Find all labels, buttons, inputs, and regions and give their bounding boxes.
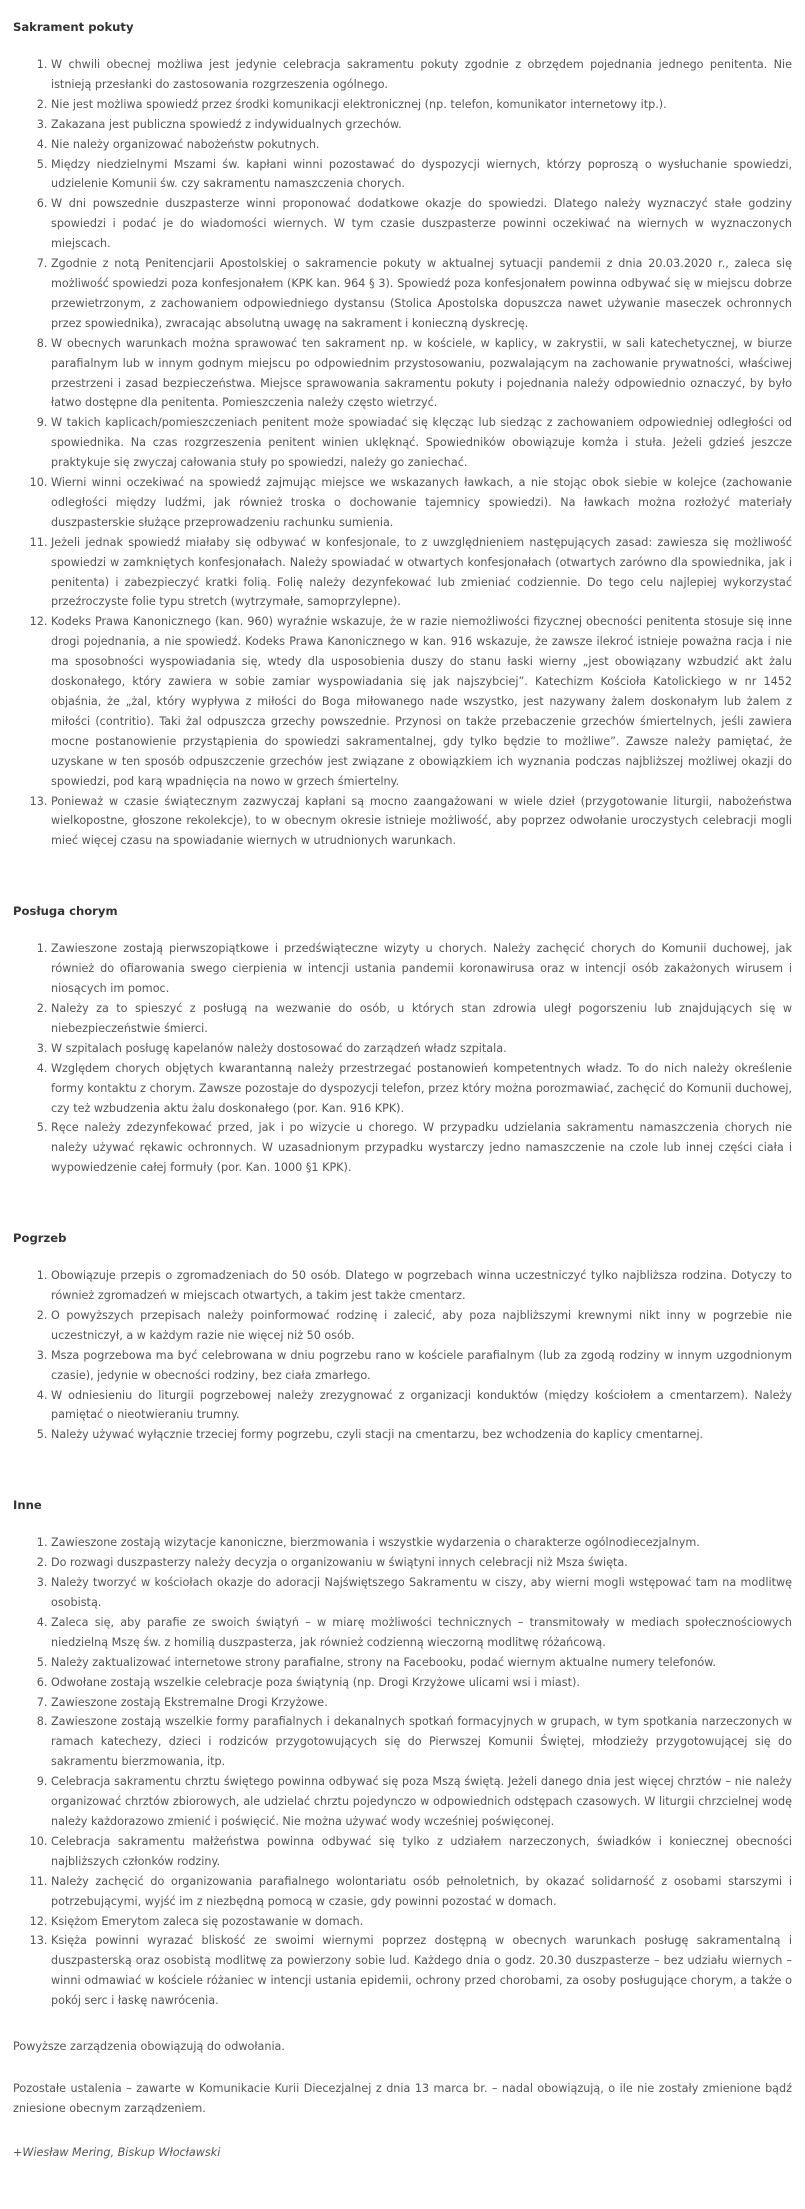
list-item: 5. Ręce należy zdezynfekować przed, jak i po wizycie u chorego. W przypadku udzielania sakramentu namaszczenia chorych nie należy używać rękawic ochronnych. W uzasadnionym przypadku wystarczy jedno namaszczenie na czole lub innej części ciała i wypowiedzenie całej formuły (por. Kan. 1000 §1 KPK). bbox=[51, 1118, 792, 1178]
list-item: 8. Zawieszone zostają wszelkie formy parafialnych i dekanalnych spotkań formacyjnych w grupach, w tym spotkania narzeczonych w ramach katechezy, dzieci i rodziców przygotowujących się do Pierwszej Komunii Świętej, młodzieży przygotowującej się do sakramentu bierzmowania, itp. bbox=[51, 1712, 792, 1772]
list-item: 1. W chwili obecnej możliwa jest jedynie celebracja sakramentu pokuty zgodnie z obrzędem pojednania jednego penitenta. Nie istnieją przesłanki do zastosowania rozgrzeszenia ogólnego. bbox=[51, 55, 792, 95]
list-item: 12. Kodeks Prawa Kanonicznego (kan. 960) wyraźnie wskazuje, że w razie niemożliwości fizycznej obecności penitenta stosuje się inne drogi pojednania, a nie spowiedź. Kodeks Prawa Kanonicznego w kan. 916 wskazuje, że zawsze ilekroć istnieje poważna racja i nie ma sposobności wyspowiadania się, wtedy dla usposobienia duszy do stanu łaski wierny „jest obowiązany wzbudzić akt żalu doskonałego, który zawiera w sobie zamiar wyspowiadania się jak najszybciej”. Katechizm Kościoła Katolickiego w nr 1452 objaśnia, że „żal, który wypływa z miłości do Boga miłowanego nade wszystko, jest nazywany żalem doskonałym lub żalem z miłości (contritio). Taki żal odpuszcza grzechy powszednie. Przynosi on także przebaczenie grzechów śmiertelnych, jeśli zawiera mocne postanowienie przystąpienia do spowiedzi sakramentalnej, gdy tylko będzie to możliwe”. Zawsze należy pamiętać, że uzyskane w ten sposób odpuszczenie grzechów jest związane z obowiązkiem ich wyznania podczas najbliższej możliwej okazji do spowiedzi, pod karą wpadnięcia na nowo w grzech śmiertelny. bbox=[51, 612, 792, 791]
list-item: 10. Wierni winni oczekiwać na spowiedź zajmując miejsce we wskazanych ławkach, a nie stojąc obok siebie w kolejce (zachowanie odległości między ludźmi, jak również troska o dochowanie tajemnicy spowiedzi). Na ławkach można rozłożyć materiały duszpasterskie służące przeprowadzeniu rachunku sumienia. bbox=[51, 473, 792, 533]
list-item: 6. W dni powszednie duszpasterze winni proponować dodatkowe okazje do spowiedzi. Dlatego należy wyznaczyć stałe godziny spowiedzi i podać je do wiadomości wiernych. W tym czasie duszpasterze powinni oczekiwać na wiernych w wyznaczonych miejscach. bbox=[51, 194, 792, 254]
list-item: 8. W obecnych warunkach można sprawować ten sakrament np. w kościele, w kaplicy, w zakrystii, w sali katechetycznej, w biurze parafialnym lub w innym godnym miejscu po odpowiednim przystosowaniu, pozwalającym na zachowanie prywatności, właściwej przestrzeni i zasad bezpieczeństwa. Miejsce sprawowania sakramentu pokuty i pojednania należy odpowiednio oznaczyć, by było łatwo dostępne dla penitenta. Pomieszczenia należy często wietrzyć. bbox=[51, 334, 792, 414]
list-item: 3. Należy tworzyć w kościołach okazje do adoracji Najświętszego Sakramentu w ciszy, aby wierni mogli wstępować tam na modlitwę osobistą. bbox=[51, 1573, 792, 1613]
list-item: 4. Nie należy organizować nabożeństw pokutnych. bbox=[51, 135, 792, 155]
list-item: 3. Msza pogrzebowa ma być celebrowana w dniu pogrzebu rano w kościele parafialnym (lub za zgodą rodziny w innym uzgodnionym czasie), jedynie w obecności rodziny, bez ciała zmarłego. bbox=[51, 1346, 792, 1386]
list-item: 9. Celebracja sakramentu chrztu świętego powinna odbywać się poza Mszą świętą. Jeżeli danego dnia jest więcej chrztów – nie należy organizować chrztów zbiorowych, ale udzielać chrztu pojedynczo w odpowiednich odstępach czasowych. W liturgii chrzcielnej wodę należy każdorazowo zmienić i poświęcić. Nie można używać wody wcześniej poświęconej. bbox=[51, 1772, 792, 1832]
list-item: 10. Celebracja sakramentu małżeństwa powinna odbywać się tylko z udziałem narzeczonych, świadków i koniecznej obecności najbliższych członków rodziny. bbox=[51, 1832, 792, 1872]
list-item: 13. Księża powinni wyrazać bliskość ze swoimi wiernymi poprzez dostępną w obecnych warunkach posługę sakramentalną i duszpasterską oraz osobistą modlitwę za powierzony sobie lud. Każdego dnia o godz. 20.30 duszpasterze – bez udziału wiernych – winni odmawiać w kościele różaniec w intencji ustania epidemii, ochrony przed chorobami, za osoby posługujące chorym, a także o pokój serc i łaskę nawrócenia. bbox=[51, 1931, 792, 2011]
list-item: 4. W odniesieniu do liturgii pogrzebowej należy zrezygnować z organizacji konduktów (między kościołem a cmentarzem). Należy pamiętać o nieotwieraniu trumny. bbox=[51, 1386, 792, 1426]
list-item: 3. Zakazana jest publiczna spowiedź z indywidualnych grzechów. bbox=[51, 115, 792, 135]
list-item: 5. Należy używać wyłącznie trzeciej formy pogrzebu, czyli stacji na cmentarzu, bez wchodzenia do kaplicy cmentarnej. bbox=[51, 1425, 792, 1445]
section-title-inne: Inne bbox=[13, 1498, 42, 1513]
section-title-posluga-chorym: Posługa chorym bbox=[13, 904, 118, 919]
list-item: 7. Zgodnie z notą Penitencjarii Apostolskiej o sakramencie pokuty w aktualnej sytuacji pandemii z dnia 20.03.2020 r., zaleca się możliwość spowiedzi poza konfesjonałem (KPK kan. 964 § 3). Spowiedź poza konfesjonałem powinna odbywać się w miejscu dobrze przewietrzonym, z zachowaniem odpowiedniego dystansu (Stolica Apostolska dopuszcza nawet używanie maseczek ochronnych przez spowiednika), zwracając absolutną uwagę na sakrament i konieczną dyskrecję. bbox=[51, 254, 792, 334]
list-sakrament-pokuty bbox=[13, 55, 792, 851]
list-posluga-chorym bbox=[13, 939, 792, 1178]
closing-note-validity: Powyższe zarządzenia obowiązują do odwołania. bbox=[13, 2040, 285, 2054]
list-pogrzeb bbox=[13, 1266, 792, 1445]
list-item: 9. W takich kaplicach/pomieszczeniach penitent może spowiadać się klęcząc lub siedząc z zachowaniem odpowiedniej odległości od spowiednika. Na czas rozgrzeszenia penitent winien uklęknąć. Spowiedników obowiązuje komża i stuła. Jeżeli gdzieś jeszcze praktykuje się zwyczaj całowania stuły po spowiedzi, należy go zaniechać. bbox=[51, 413, 792, 473]
list-item: 5. Między niedzielnymi Mszami św. kapłani winni pozostawać do dyspozycji wiernych, którzy poproszą o wysłuchanie spowiedzi, udzielenie Komunii św. czy sakramentu namaszczenia chorych. bbox=[51, 155, 792, 195]
list-item: 2. Należy za to spieszyć z posługą na wezwanie do osób, u których stan zdrowia uległ pogorszeniu lub znajdujących się w niebezpieczeństwie śmierci. bbox=[51, 999, 792, 1039]
list-item: 11. Należy zachęcić do organizowania parafialnego wolontariatu osób pełnoletnich, by okazać solidarność z osobami starszymi i potrzebującymi, wyjść im z niezbędną pomocą w czasie, gdy powinni pozostać w domach. bbox=[51, 1872, 792, 1912]
list-inne bbox=[13, 1533, 792, 2011]
section-title-sakrament-pokuty: Sakrament pokuty bbox=[13, 20, 134, 34]
list-item: 12. Księżom Emerytom zaleca się pozostawanie w domach. bbox=[51, 1912, 792, 1932]
closing-note-previous-settings: Pozostałe ustalenia – zawarte w Komunikacie Kurii Diecezjalnej z dnia 13 marca br. – nadal obowiązują, o ile nie zostały zmienione bądź zniesione obecnym zarządzeniem. bbox=[13, 2081, 792, 2115]
list-item: 6. Odwołane zostają wszelkie celebracje poza świątynią (np. Drogi Krzyżowe ulicami wsi i miast). bbox=[51, 1673, 792, 1693]
list-item: 4. Względem chorych objętych kwarantanną należy przestrzegać postanowień kompetentnych władz. To do nich należy określenie formy kontaktu z chorym. Zawsze pozostaje do dyspozycji telefon, przez który można porozmawiać, zachęcić do Komunii duchowej, czy też wzbudzenia aktu żalu doskonałego (por. Kan. 916 KPK). bbox=[51, 1059, 792, 1119]
list-item: 13. Ponieważ w czasie świątecznym zazwyczaj kapłani są mocno zaangażowani w wiele dzieł (przygotowanie liturgii, nabożeństwa wielkopostne, głoszone rekolekcje), to w obecnym okresie istnieje możliwość, aby poprzez odwołanie uroczystych celebracji mogli mieć więcej czasu na spowiadanie wiernych w utrudnionych warunkach. bbox=[51, 792, 792, 852]
signature: +Wiesław Mering, Biskup Włocławski bbox=[13, 2145, 221, 2159]
list-item: 1. Zawieszone zostają wizytacje kanoniczne, bierzmowania i wszystkie wydarzenia o charakterze ogólnodiecezjalnym. bbox=[51, 1533, 792, 1553]
list-item: 1. Obowiązuje przepis o zgromadzeniach do 50 osób. Dlatego w pogrzebach winna uczestniczyć tylko najbliższa rodzina. Dotyczy to również zgromadzeń w miejscach otwartych, a takim jest także cmentarz. bbox=[51, 1266, 792, 1306]
list-item: 1. Zawieszone zostają pierwszopiątkowe i przedświąteczne wizyty u chorych. Należy zachęcić chorych do Komunii duchowej, jak również do ofiarowania swego cierpienia w intencji ustania pandemii koronawirusa oraz w intencji osób zakażonych wirusem i niosących im pomoc. bbox=[51, 939, 792, 999]
list-item: 5. Należy zaktualizować internetowe strony parafialne, strony na Facebooku, podać wiernym aktualne numery telefonów. bbox=[51, 1653, 792, 1673]
list-item: 3. W szpitalach posługę kapelanów należy dostosować do zarządzeń władz szpitala. bbox=[51, 1039, 792, 1059]
list-item: 11. Jeżeli jednak spowiedź miałaby się odbywać w konfesjonale, to z uwzględnieniem następujących zasad: zawiesza się możliwość spowiedzi w zamkniętych konfesjonałach. Należy spowiadać w otwartych konfesjonałach (otwartych zarówno dla spowiednika, jak i penitenta) i zabezpieczyć kratki folią. Folię należy dezynfekować lub zmieniać codziennie. Do tego celu najlepiej wykorzystać przeźroczyste folie typu stretch (wytrzymałe, samoprzylepne). bbox=[51, 533, 792, 613]
list-item: 2. Do rozwagi duszpasterzy należy decyzja o organizowaniu w świątyni innych celebracji niż Msza święta. bbox=[51, 1553, 792, 1573]
list-item: 2. O powyższych przepisach należy poinformować rodzinę i zalecić, aby poza najbliższymi krewnymi nikt inny w pogrzebie nie uczestniczył, a w każdym razie nie więcej niż 50 osób. bbox=[51, 1306, 792, 1346]
list-item: 7. Zawieszone zostają Ekstremalne Drogi Krzyżowe. bbox=[51, 1693, 792, 1713]
list-item: 4. Zaleca się, aby parafie ze swoich świątyń – w miarę możliwości technicznych – transmitowały w mediach społecznościowych niedzielną Mszę św. z homilią duszpasterza, jak również codzienną wieczorną modlitwę różańcową. bbox=[51, 1613, 792, 1653]
section-title-pogrzeb: Pogrzeb bbox=[13, 1231, 67, 1246]
list-item: 2. Nie jest możliwa spowiedź przez środki komunikacji elektronicznej (np. telefon, komunikator internetowy itp.). bbox=[51, 95, 792, 115]
